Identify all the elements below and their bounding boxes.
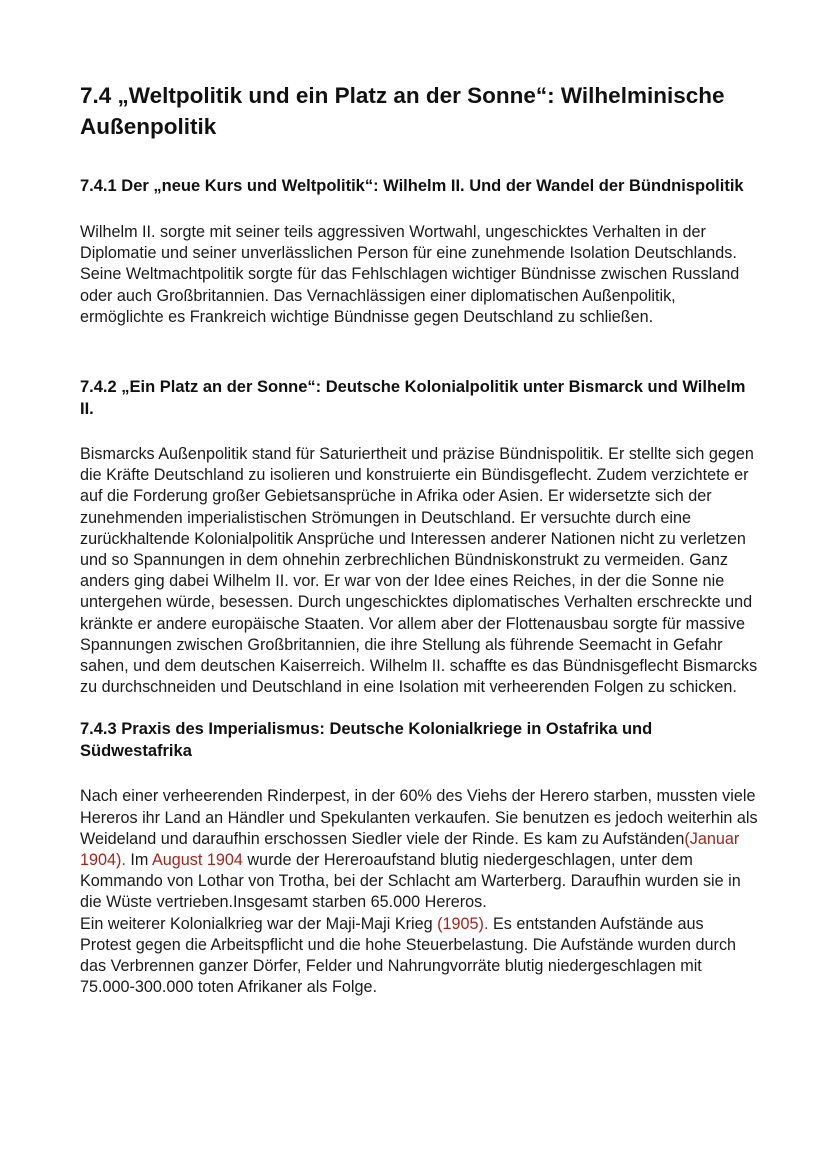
- chapter-title: 7.4 „Weltpolitik und ein Platz an der Sonne“: Wilhelminische Außenpolitik: [80, 83, 725, 139]
- body-text: Es entstanden Aufstände aus Protest gegen die Arbeitspflicht und die hohe Steuerbelastung. Die Aufstände wurden durch das Verbrennen ganzer Dörfer, Felder und Nahrungvorräte blutig niedergeschlagen mit 75.000-300.000 toten Afrikaner als Folge.: [80, 914, 737, 997]
- date-highlight-januar-1904: (Januar 1904).: [80, 829, 740, 870]
- section-body-7-4-2: Bismarcks Außenpolitik stand für Saturiertheit und präzise Bündnispolitik. Er stellte sich gegen die Kräfte Deutschland zu isolieren und konstruierte ein Bündisgeflecht. Zudem verzichtete er auf die Forderung großer Gebietsansprüche in Afrika oder Asien. Er widersetzte sich der zunehmenden imperialistischen Strömungen in Deutschland. Er versuchte durch eine zurückhaltende Kolonialpolitik Ansprüche und Interessen anderer Nationen nicht zu verletzen und so Spannungen in dem ohnehin zerbrechlichen Bündniskonstrukt zu vermeiden. Ganz anders ging dabei Wilhelm II. vor. Er war von der Idee eines Reiches, in der die Sonne nie untergehen würde, besessen. Durch ungeschicktes diplomatisches Verhalten erschreckte und kränkte er andere europäische Staaten. Vor allem aber der Flottenausbau sorgte für massive Spannungen zwischen Großbritannien, die ihre Stellung als führende Seemacht in Gefahr sahen, und dem deutschen Kaiserreich. Wilhelm II. schaffte es das Bündnisgeflecht Bismarcks zu durchschneiden und Deutschland in eine Isolation mit verheerenden Folgen zu schicken.: [80, 445, 758, 697]
- body-text: Im: [125, 851, 152, 870]
- date-highlight-august-1904: August 1904: [152, 851, 243, 870]
- body-text: Nach einer verheerenden Rinderpest, in der 60% des Viehs der Herero starben, mussten viele Hereros ihr Land an Händler und Spekulanten verkaufen. Sie benutzen es jedoch weiterhin als Weideland und daraufhin erschossen Siedler viele der Rinde. Es kam zu Aufständen: [80, 787, 758, 848]
- body-text: wurde der Hereroaufstand blutig niedergeschlagen, unter dem Kommando von Lothar von Trotha, bei der Schlacht am Warterberg. Daraufhin wurden sie in die Wüste vertrieben.Insgesamt starben 65.000 Hereros.: [80, 851, 741, 912]
- section-body-7-4-3: [80, 786, 758, 998]
- date-highlight-1905: (1905).: [437, 914, 489, 933]
- body-text: Ein weiterer Kolonialkrieg war der Maji-Maji Krieg: [80, 914, 438, 933]
- section-heading-7-4-1: 7.4.1 Der „neue Kurs und Weltpolitik“: Wilhelm II. Und der Wandel der Bündnispolitik: [80, 177, 744, 195]
- section-heading-7-4-3: 7.4.3 Praxis des Imperialismus: Deutsche Kolonialkriege in Ostafrika und Südwestafrika: [80, 720, 653, 761]
- section-body-7-4-1: Wilhelm II. sorgte mit seiner teils aggressiven Wortwahl, ungeschicktes Verhalten in der Diplomatie und seiner unverlässlichen Person für eine zunehmende Isolation Deutschlands. Seine Weltmachtpolitik sorgte für das Fehlschlagen wichtiger Bündnisse zwischen Russland oder auch Großbritannien. Das Vernachlässigen einer diplomatischen Außenpolitik, ermöglichte es Frankreich wichtige Bündnisse gegen Deutschland zu schließen.: [80, 223, 740, 326]
- section-heading-7-4-2: 7.4.2 „Ein Platz an der Sonne“: Deutsche Kolonialpolitik unter Bismarck und Wilhelm II.: [80, 378, 746, 419]
